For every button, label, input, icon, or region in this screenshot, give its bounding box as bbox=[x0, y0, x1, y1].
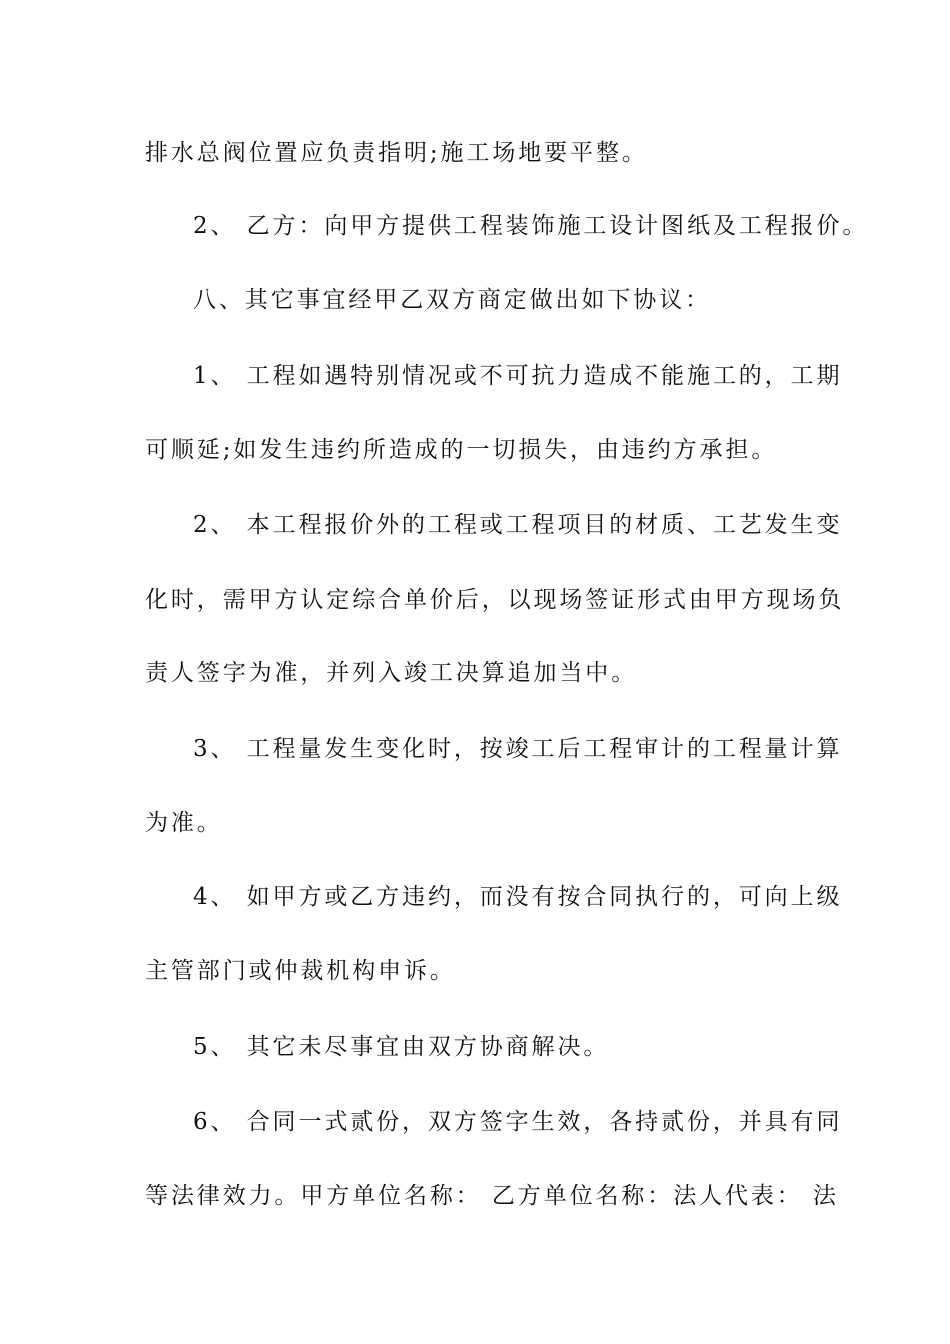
text-line: 排水总阀位置应负责指明;施工场地要平整。 bbox=[145, 140, 648, 166]
text-line: 化时，需甲方认定综合单价后，以现场签证形式由甲方现场负 bbox=[145, 587, 845, 613]
text-line: 2、 本工程报价外的工程或工程项目的材质、工艺发生变 bbox=[193, 512, 843, 538]
text-line: 为准。 bbox=[145, 810, 223, 836]
text-line: 等法律效力。甲方单位名称： 乙方单位名称：法人代表： 法 bbox=[145, 1183, 839, 1209]
text-line: 1、 工程如遇特别情况或不可抗力造成不能施工的，工期 bbox=[193, 363, 843, 389]
text-line: 5、 其它未尽事宜由双方协商解决。 bbox=[193, 1034, 610, 1060]
text-line: 可顺延;如发生违约所造成的一切损失，由违约方承担。 bbox=[145, 437, 778, 463]
text-line: 主管部门或仲裁机构申诉。 bbox=[145, 958, 456, 984]
section-heading: 八、其它事宜经甲乙双方商定做出如下协议： bbox=[193, 287, 711, 313]
text-line: 责人签字为准，并列入竣工决算追加当中。 bbox=[145, 660, 638, 686]
text-line: 4、 如甲方或乙方违约，而没有按合同执行的，可向上级 bbox=[193, 884, 843, 910]
text-line: 2、 乙方：向甲方提供工程装饰施工设计图纸及工程报价。 bbox=[193, 213, 869, 239]
text-line: 6、 合同一式贰份，双方签字生效，各持贰份，并具有同 bbox=[193, 1109, 843, 1135]
text-line: 3、 工程量发生变化时，按竣工后工程审计的工程量计算 bbox=[193, 736, 843, 762]
